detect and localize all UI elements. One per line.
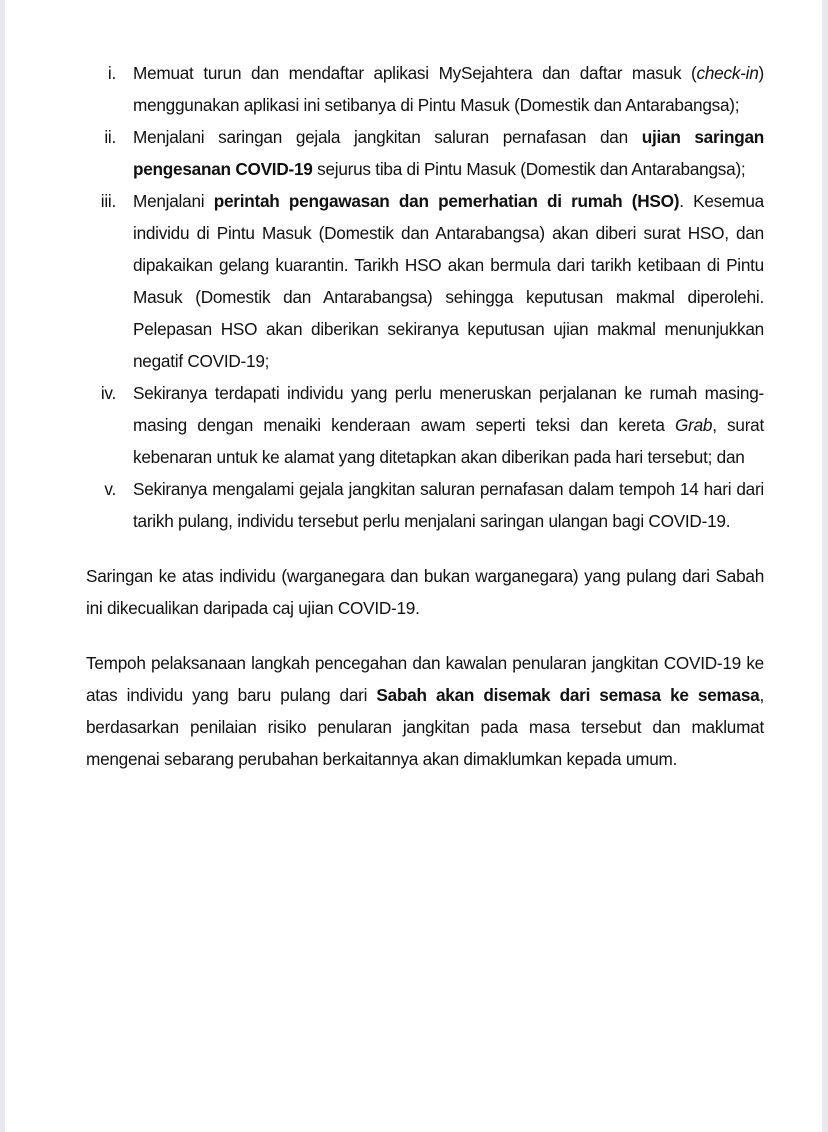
paragraph-text: Tempoh pelaksanaan langkah pencegahan dan kawalan penularan jangkitan COVID-19 ke atas individu yang baru pulang dari bbox=[86, 653, 764, 705]
measures-list bbox=[86, 57, 764, 537]
item-text: , surat kebenaran untuk ke alamat yang ditetapkan akan diberikan pada hari tersebut; dan bbox=[133, 415, 764, 467]
list-numeral: i. bbox=[107, 63, 116, 83]
item-text: Menjalani saringan gejala jangkitan saluran pernafasan dan bbox=[133, 127, 642, 147]
list-numeral: ii. bbox=[104, 127, 116, 147]
list-item-iii bbox=[86, 185, 764, 377]
paragraph-text: Saringan ke atas individu (warganegara dan bukan warganegara) yang pulang dari Sabah ini dikecualikan daripada caj ujian COVID-19. bbox=[86, 566, 764, 618]
list-numeral: iv. bbox=[100, 383, 116, 403]
item-text: Sekiranya mengalami gejala jangkitan saluran pernafasan dalam tempoh 14 hari dari tarikh pulang, individu tersebut perlu menjalani saringan ulangan bagi COVID-19. bbox=[133, 479, 764, 531]
list-item-ii bbox=[86, 121, 764, 185]
item-text: ) menggunakan aplikasi ini setibanya di Pintu Masuk (Domestik dan Antarabangsa); bbox=[133, 63, 764, 115]
item-text-bold: perintah pengawasan dan pemerhatian di rumah (HSO) bbox=[213, 191, 680, 211]
item-text-italic: check-in bbox=[696, 63, 759, 83]
item-text-bold: ujian saringan pengesanan COVID-19 bbox=[133, 127, 764, 179]
list-item-iv bbox=[86, 377, 764, 473]
item-text: Memuat turun dan mendaftar aplikasi MySejahtera dan daftar masuk ( bbox=[133, 63, 697, 83]
paragraph-text: , berdasarkan penilaian risiko penularan jangkitan pada masa tersebut dan maklumat mengenai sebarang perubahan berkaitannya akan dimaklumkan kepada umum. bbox=[86, 685, 764, 769]
document-body bbox=[86, 57, 764, 775]
item-text: Sekiranya terdapati individu yang perlu meneruskan perjalanan ke rumah masing-masing dengan menaiki kenderaan awam seperti teksi dan kereta bbox=[133, 383, 764, 435]
item-text: Menjalani bbox=[133, 191, 214, 211]
item-text-italic: Grab bbox=[674, 415, 713, 435]
item-text: sejurus tiba di Pintu Masuk (Domestik dan Antarabangsa); bbox=[312, 159, 746, 179]
document-page bbox=[5, 0, 822, 1132]
list-item-v bbox=[86, 473, 764, 537]
paragraph-text-bold: Sabah akan disemak dari semasa ke semasa bbox=[376, 685, 760, 705]
paragraph-exemption bbox=[86, 560, 764, 624]
list-numeral: iii. bbox=[100, 191, 116, 211]
paragraph-review-period bbox=[86, 647, 764, 775]
list-numeral: v. bbox=[104, 479, 116, 499]
list-item-i bbox=[86, 57, 764, 121]
item-text: . Kesemua individu di Pintu Masuk (Domestik dan Antarabangsa) akan diberi surat HSO, dan dipakaikan gelang kuarantin. Tarikh HSO akan bermula dari tarikh ketibaan di Pintu Masuk (Domestik dan Antarabangsa) sehingga keputusan makmal diperolehi. Pelepasan HSO akan diberikan sekiranya keputusan ujian makmal menunjukkan negatif COVID-19; bbox=[133, 191, 764, 371]
